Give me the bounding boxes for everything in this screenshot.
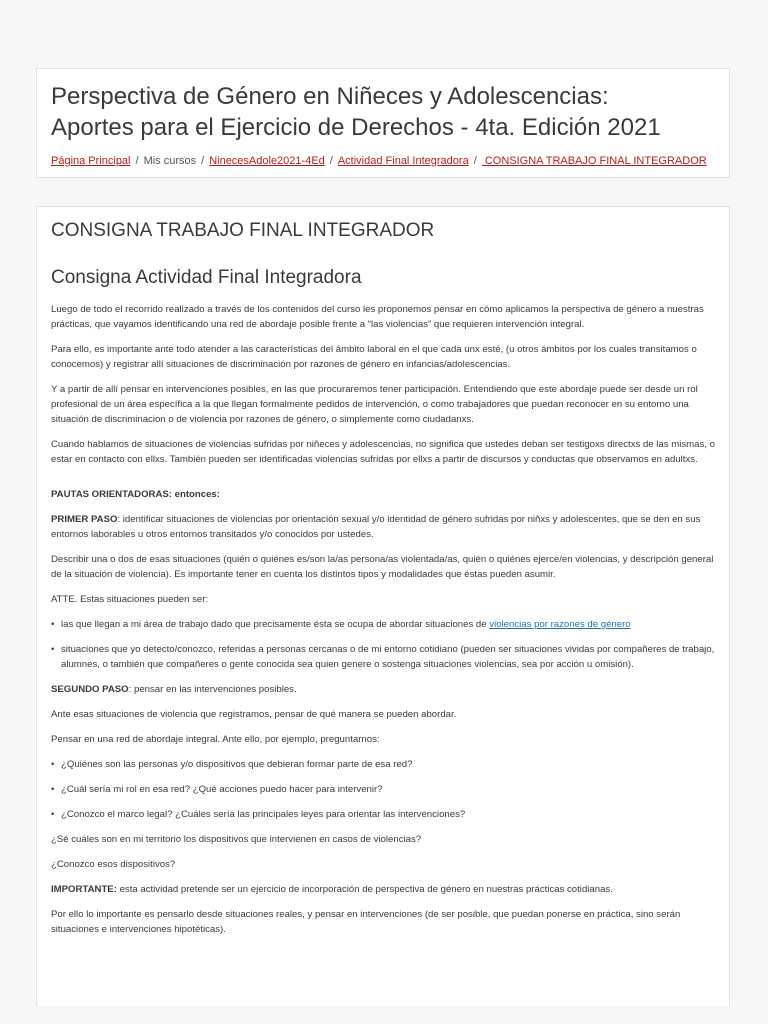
segundo-paso-paragraph [51,682,715,697]
segundo-paso-label: SEGUNDO PASO [51,684,129,695]
course-header [36,68,730,178]
breadcrumb-current-link[interactable]: CONSIGNA TRABAJO FINAL INTEGRADOR [481,155,707,167]
list-item [61,617,715,632]
breadcrumb-separator: / [329,155,333,167]
primer-paso-text: : identificar situaciones de violencias por orientación sexual y/o identidad de género sufridas por niñxs y adolescentes, que se den en sus entornos laborables u otros entornos transitados y/o conocidos por ustedes. [51,514,701,540]
paragraph-ambito: Para ello, es importante ante todo atender a las características del ámbito laboral en el que cada unx esté, (u otros ámbitos por los cuales transitamos o conocemos) y registrar allí situaciones de discriminación por razones de género en infancias/adolescencias. [51,344,697,370]
paragraph-red: Pensar en una red de abordaje integral. Ante ello, por ejemplo, preguntarnos: [51,734,380,745]
violencias-genero-link[interactable]: violencias por razones de género [489,619,631,630]
breadcrumb-separator: / [135,155,139,167]
list-item: • situaciones que yo detecto/conozco, referidas a personas cercanas o de mi entorno cotidiano (pueden ser situaciones vividas por compañeres de trabajo, alumnes, o también que compañeres o gente conocida sea quien genere o sostenga situaciones violencias, sea por acción u omisión). [61,642,715,672]
course-title-line2: Aportes para el Ejercicio de Derechos - 4ta. Edición 2021 [51,114,661,141]
activity-content-card [36,206,730,1006]
list-item: • ¿Conozco el marco legal? ¿Cuáles sería las principales leyes para orientar las intervenciones? [61,807,715,822]
pautas-heading [51,487,715,502]
paragraph-intro: Luego de todo el recorrido realizado a través de los contenidos del curso les proponemos pensar en cómo aplicamos la perspectiva de género a nuestras prácticas, que vayamos identificando una red de abordaje posible frente a “las violencias” que requieren intervención integral. [51,304,704,330]
list-item: • ¿Quiénes son las personas y/o dispositivos que debieran formar parte de esa red? [61,757,715,772]
importante-paragraph [51,882,715,897]
paragraph-intervenciones: Y a partir de allí pensar en intervenciones posibles, en las que procuraremos tener participación. Entendiendo que este abordaje puede ser desde un rol profesional de un área específica a la que llegan formalmente pedidos de intervención, o como trabajadores que puedan reconocer en su entorno una situación de discriminacion o de violencia por razones de género, o simplemente como ciudadanxs. [51,384,698,425]
segundo-paso-text: : pensar en las intervenciones posibles. [128,684,297,695]
paragraph-situaciones: Cuando hablamos de situaciones de violencias sufridas por niñeces y adolescencias, no significa que ustedes deban ser testigoxs directxs de las mismas, o estar en contacto con ellxs. También pueden ser identificadas violencias sufridas por ellxs a partir de discursos y conductas que observamos en adultxs. [51,439,715,465]
primer-paso-paragraph [51,512,715,542]
breadcrumb-my-courses: Mis cursos [143,155,197,167]
breadcrumb [51,155,715,167]
paragraph-abordar: Ante esas situaciones de violencia que registramos, pensar de qué manera se pueden abordar. [51,709,457,720]
importante-label: IMPORTANTE: [51,884,117,895]
pautas-label: PAUTAS ORIENTADORAS: entonces: [51,489,220,500]
situaciones-list [51,617,715,672]
list-item-text: las que llegan a mi área de trabajo dado que precisamente ésta se ocupa de abordar situaciones de [61,619,490,630]
page-heading: CONSIGNA TRABAJO FINAL INTEGRADOR [51,220,435,241]
paragraph-situaciones-reales: Por ello lo importante es pensarlo desde situaciones reales, y pensar en intervenciones (de ser posible, que puedan ponerse en práctica, sino serán situaciones e intervenciones hipotéticas). [51,909,681,935]
primer-paso-label: PRIMER PASO [51,514,118,525]
activity-subheading: Consigna Actividad Final Integradora [51,267,362,288]
breadcrumb-separator: / [201,155,205,167]
paragraph-territorio: ¿Sé cuáles son en mi territorio los dispositivos que intervienen en casos de violencias? [51,834,422,845]
course-title [51,81,715,143]
paragraph-describir: Describir una o dos de esas situaciones (quién o quiénes es/son la/as persona/as violentada/as, quién o quiénes ejerce/en violencias, y descripción general de la situación de violencia). Es importante tener en cuenta los distintos tipos y modalidades que éstas pueden asumir. [51,554,714,580]
paragraph-dispositivos: ¿Conozco esos dispositivos? [51,859,176,870]
list-item: • ¿Cuál sería mi rol en esa red? ¿Qué acciones puedo hacer para intervenir? [61,782,715,797]
paragraph-atte: ATTE. Estas situaciones pueden ser: [51,594,209,605]
breadcrumb-home-link[interactable]: Página Principal [51,155,131,167]
activity-body [51,302,715,937]
preguntas-list [51,757,715,822]
breadcrumb-section-link[interactable]: Actividad Final Integradora [337,155,469,167]
breadcrumb-course-link[interactable]: NinecesAdole2021-4Ed [209,155,325,167]
importante-text: esta actividad pretende ser un ejercicio de incorporación de perspectiva de género en nuestras prácticas cotidianas. [116,884,613,895]
breadcrumb-separator: / [473,155,477,167]
course-title-line1: Perspectiva de Género en Niñeces y Adolescencias: [51,83,609,110]
